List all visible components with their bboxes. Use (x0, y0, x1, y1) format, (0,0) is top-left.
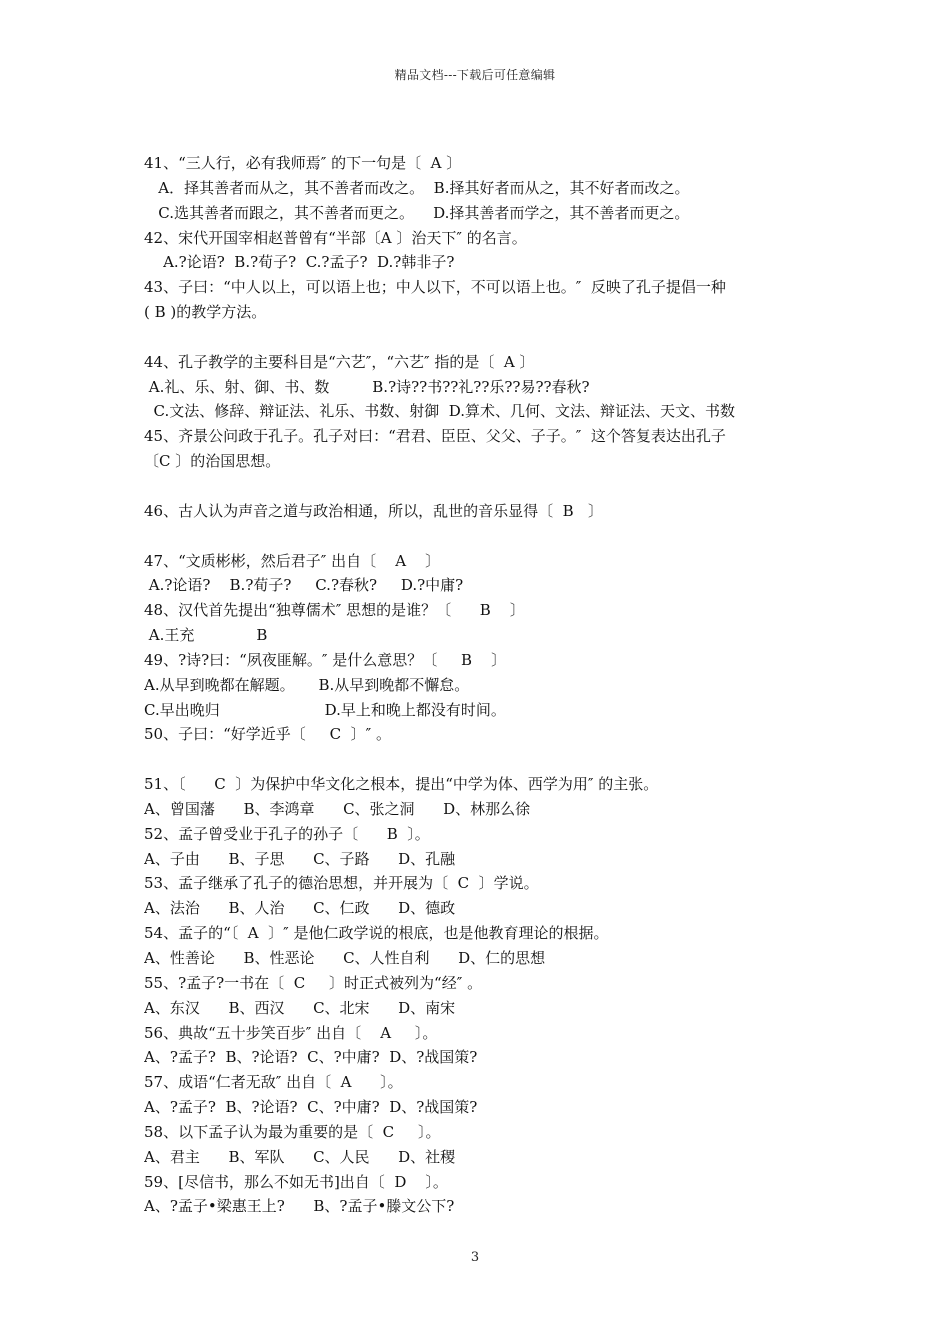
text-line: A、法治 B、人治 C、仁政 D、德政 (144, 899, 456, 918)
blank-line (144, 474, 814, 499)
text-line: A.从早到晚都在解题。 B.从早到晚都不懈怠。 (144, 675, 470, 694)
blank-line (144, 524, 814, 549)
text-line: A、曾国藩 B、李鸿章 C、张之洞 D、林那么徐 (144, 799, 531, 818)
text-line: 48、汉代首先提出“独尊儒术″ 思想的是谁？〔 B 〕 (144, 601, 525, 620)
text-line: C.文法、修辞、辩证法、礼乐、书数、射御 D.算术、几何、文法、辩证法、天文、书数 (144, 402, 736, 421)
text-line: 50、子曰：“好学近乎〔 C 〕″ 。 (144, 725, 391, 744)
text-line: 55、?孟子?一书在〔 C 〕时正式被列为“经″ 。 (144, 973, 483, 992)
text-line: 56、典故“五十步笑百步″ 出自〔 A 〕。 (144, 1023, 438, 1042)
blank-line (144, 747, 814, 772)
text-line: A、?孟子•梁惠王上? B、?孟子•滕文公下? (144, 1197, 455, 1216)
text-line: A、?孟子? B、?论语? C、?中庸? D、?战国策? (144, 1098, 478, 1117)
text-line: A、东汉 B、西汉 C、北宋 D、南宋 (144, 998, 456, 1017)
text-line: A、子由 B、子思 C、子路 D、孔融 (144, 849, 456, 868)
text-line: A．择其善者而从之，其不善者而改之。 B.择其好者而从之，其不好者而改之。 (144, 178, 690, 197)
text-line: A、君主 B、军队 C、人民 D、社稷 (144, 1147, 456, 1166)
text-line: 47、“文质彬彬，然后君子″ 出自〔 A 〕 (144, 551, 441, 570)
text-line: C.选其善者而跟之，其不善者而更之。 D.择其善者而学之，其不善者而更之。 (144, 203, 690, 222)
text-line: 46、古人认为声音之道与政治相通，所以，乱世的音乐显得〔 B 〕 (144, 501, 603, 520)
page-number: 3 (470, 1250, 480, 1265)
text-line: 41、“三人行，必有我师焉″ 的下一句是〔 A 〕 (144, 154, 462, 172)
text-line: 43、子曰：“中人以上，可以语上也；中人以下，不可以语上也。″ 反映了孔子提倡一种 (144, 278, 726, 297)
text-line: A.?论语? B.?荀子? C.?孟子? D.?韩非子? (144, 253, 455, 272)
text-line: A、?孟子? B、?论语? C、?中庸? D、?战国策? (144, 1048, 478, 1067)
text-line: 〔C 〕的治国思想。 (144, 452, 281, 471)
text-line: ( B )的教学方法。 (144, 303, 267, 322)
text-line: 53、孟子继承了孔子的德治思想，并开展为〔 C 〕学说。 (144, 874, 539, 893)
text-line: 52、孟子曾受业于孔子的孙子〔 B 〕。 (144, 824, 430, 843)
text-line: 58、以下孟子认为最为重要的是〔 C 〕。 (144, 1122, 441, 1141)
text-line: 44、孔子教学的主要科目是“六艺″，“六艺″ 指的是〔 A 〕 (144, 352, 535, 371)
document-body (144, 151, 814, 1219)
text-line: A.王充 B (144, 626, 268, 645)
text-line: 42、宋代开国宰相赵普曾有“半部〔A 〕治天下″ 的名言。 (144, 228, 527, 247)
text-line: 49、?诗?曰：“夙夜匪解。″ 是什么意思？〔 B 〕 (144, 650, 507, 669)
text-line: 45、齐景公问政于孔子。孔子对曰：“君君、臣臣、父父、子子。″ 这个答复表达出孔子 (144, 427, 726, 446)
page-header: 精品文档---下载后可任意编辑 (394, 68, 556, 82)
text-line: 59、[尽信书，那么不如无书]出自〔 D 〕。 (144, 1172, 448, 1191)
text-line: A.礼、乐、射、御、书、数 B.?诗??书??礼??乐??易??春秋? (144, 377, 590, 396)
text-line: C.早出晚归 D.早上和晚上都没有时间。 (144, 700, 506, 719)
text-line: 54、孟子的“〔 A 〕″ 是他仁政学说的根底，也是他教育理论的根据。 (144, 924, 609, 943)
text-line: A.?论语? B.?荀子? C.?春秋? D.?中庸? (144, 576, 464, 595)
text-line: 51、〔 C 〕为保护中华文化之根本，提出“中学为体、西学为用″ 的主张。 (144, 775, 659, 794)
text-line: A、性善论 B、性恶论 C、人性自利 D、仁的思想 (144, 949, 546, 967)
blank-line (144, 325, 814, 350)
text-line: 57、成语“仁者无敌″ 出自〔 A 〕。 (144, 1073, 403, 1092)
